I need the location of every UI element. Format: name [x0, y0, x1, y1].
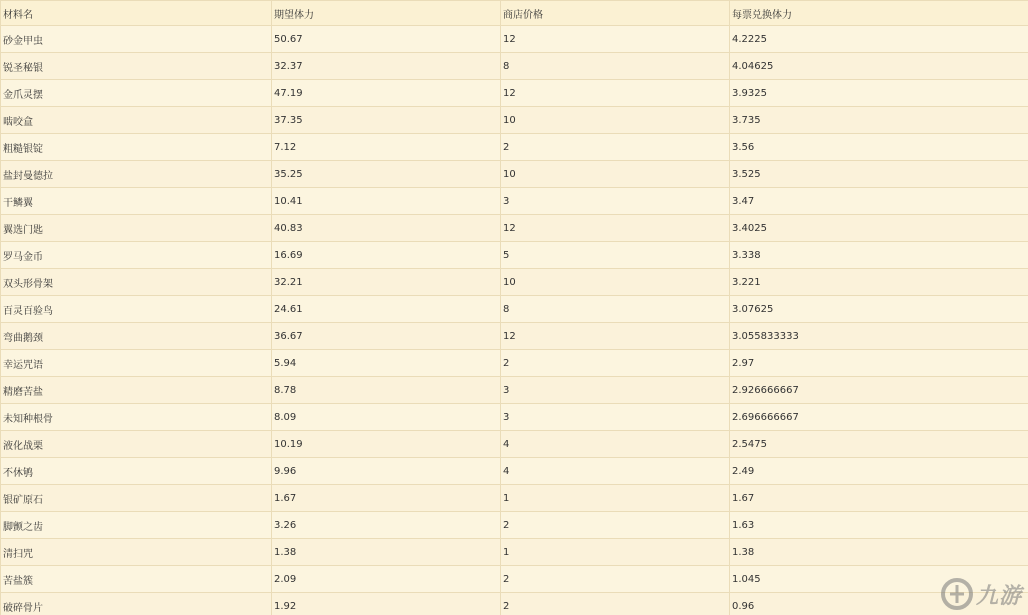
watermark-text: 九游 — [975, 583, 1022, 609]
header-shop-price: 商店价格 — [501, 1, 730, 26]
cell-stamina-per-ticket: 3.9325 — [730, 80, 1028, 107]
cell-material-name: 翼选门匙 — [1, 215, 272, 242]
cell-shop-price: 10 — [501, 107, 730, 134]
cell-material-name: 干鳞翼 — [1, 188, 272, 215]
table-row — [1, 296, 1028, 323]
cell-material-name: 破碎骨片 — [1, 593, 272, 615]
cell-expected-stamina: 32.37 — [272, 53, 501, 80]
table-row — [1, 377, 1028, 404]
cell-shop-price: 3 — [501, 404, 730, 431]
cell-shop-price: 8 — [501, 296, 730, 323]
cell-shop-price: 1 — [501, 485, 730, 512]
table-row — [1, 431, 1028, 458]
cell-stamina-per-ticket: 3.525 — [730, 161, 1028, 188]
cell-expected-stamina: 36.67 — [272, 323, 501, 350]
cell-shop-price: 10 — [501, 269, 730, 296]
cell-shop-price: 10 — [501, 161, 730, 188]
table-row — [1, 350, 1028, 377]
cell-material-name: 金爪灵摆 — [1, 80, 272, 107]
cell-stamina-per-ticket: 0.96 — [730, 593, 1028, 615]
cell-shop-price: 2 — [501, 566, 730, 593]
cell-stamina-per-ticket: 4.04625 — [730, 53, 1028, 80]
cell-shop-price: 2 — [501, 350, 730, 377]
cell-material-name: 不休鸲 — [1, 458, 272, 485]
table-row — [1, 404, 1028, 431]
cell-expected-stamina: 10.19 — [272, 431, 501, 458]
table-row — [1, 215, 1028, 242]
cell-stamina-per-ticket: 3.4025 — [730, 215, 1028, 242]
cell-material-name: 啮咬盒 — [1, 107, 272, 134]
cell-material-name: 清扫咒 — [1, 539, 272, 566]
table-row — [1, 161, 1028, 188]
cell-stamina-per-ticket: 1.67 — [730, 485, 1028, 512]
cell-shop-price: 12 — [501, 323, 730, 350]
cell-expected-stamina: 10.41 — [272, 188, 501, 215]
cell-expected-stamina: 1.92 — [272, 593, 501, 615]
table-row — [1, 512, 1028, 539]
cell-shop-price: 2 — [501, 134, 730, 161]
table-row — [1, 458, 1028, 485]
cell-shop-price: 5 — [501, 242, 730, 269]
table-header-row — [1, 1, 1028, 26]
cell-shop-price: 12 — [501, 26, 730, 53]
cell-expected-stamina: 8.09 — [272, 404, 501, 431]
cell-stamina-per-ticket: 1.045 — [730, 566, 1028, 593]
cell-expected-stamina: 40.83 — [272, 215, 501, 242]
cell-expected-stamina: 37.35 — [272, 107, 501, 134]
cell-stamina-per-ticket: 3.221 — [730, 269, 1028, 296]
cell-shop-price: 4 — [501, 458, 730, 485]
cell-stamina-per-ticket: 4.2225 — [730, 26, 1028, 53]
cell-stamina-per-ticket: 2.926666667 — [730, 377, 1028, 404]
table-body — [1, 26, 1028, 615]
cell-shop-price: 3 — [501, 188, 730, 215]
cell-shop-price: 2 — [501, 512, 730, 539]
cell-expected-stamina: 8.78 — [272, 377, 501, 404]
cell-stamina-per-ticket: 3.338 — [730, 242, 1028, 269]
cell-shop-price: 2 — [501, 593, 730, 615]
table-row — [1, 593, 1028, 615]
cell-material-name: 锐圣秘银 — [1, 53, 272, 80]
cell-stamina-per-ticket: 2.5475 — [730, 431, 1028, 458]
cell-material-name: 盐封曼德拉 — [1, 161, 272, 188]
cell-expected-stamina: 47.19 — [272, 80, 501, 107]
cell-stamina-per-ticket: 3.56 — [730, 134, 1028, 161]
cell-stamina-per-ticket: 2.97 — [730, 350, 1028, 377]
cell-material-name: 双头形骨架 — [1, 269, 272, 296]
cell-stamina-per-ticket: 3.07625 — [730, 296, 1028, 323]
header-expected-stamina: 期望体力 — [272, 1, 501, 26]
cell-material-name: 未知种根骨 — [1, 404, 272, 431]
cell-material-name: 弯曲鹅颈 — [1, 323, 272, 350]
cell-material-name: 脚颤之齿 — [1, 512, 272, 539]
cell-stamina-per-ticket: 2.696666667 — [730, 404, 1028, 431]
cell-stamina-per-ticket: 1.38 — [730, 539, 1028, 566]
cell-material-name: 粗糙银锭 — [1, 134, 272, 161]
cell-shop-price: 3 — [501, 377, 730, 404]
cell-stamina-per-ticket: 3.735 — [730, 107, 1028, 134]
table-row — [1, 188, 1028, 215]
cell-expected-stamina: 1.38 — [272, 539, 501, 566]
cell-expected-stamina: 35.25 — [272, 161, 501, 188]
cell-expected-stamina: 2.09 — [272, 566, 501, 593]
cell-stamina-per-ticket: 1.63 — [730, 512, 1028, 539]
table-row — [1, 539, 1028, 566]
cell-material-name: 罗马金币 — [1, 242, 272, 269]
cell-shop-price: 12 — [501, 215, 730, 242]
cell-material-name: 精磨苦盐 — [1, 377, 272, 404]
table-row — [1, 53, 1028, 80]
cell-shop-price: 8 — [501, 53, 730, 80]
cell-expected-stamina: 16.69 — [272, 242, 501, 269]
cell-stamina-per-ticket: 2.49 — [730, 458, 1028, 485]
cell-material-name: 苦盐簇 — [1, 566, 272, 593]
table-row — [1, 242, 1028, 269]
cell-expected-stamina: 5.94 — [272, 350, 501, 377]
cell-shop-price: 1 — [501, 539, 730, 566]
table-row — [1, 566, 1028, 593]
cell-expected-stamina: 32.21 — [272, 269, 501, 296]
table-row — [1, 26, 1028, 53]
cell-expected-stamina: 7.12 — [272, 134, 501, 161]
cell-shop-price: 12 — [501, 80, 730, 107]
table-row — [1, 107, 1028, 134]
cell-material-name: 幸运咒语 — [1, 350, 272, 377]
cell-material-name: 液化战栗 — [1, 431, 272, 458]
cell-shop-price: 4 — [501, 431, 730, 458]
header-material-name: 材料名 — [1, 1, 272, 26]
header-stamina-per-ticket: 每票兑换体力 — [730, 1, 1028, 26]
cell-expected-stamina: 1.67 — [272, 485, 501, 512]
table-row — [1, 485, 1028, 512]
table-row — [1, 269, 1028, 296]
cell-expected-stamina: 3.26 — [272, 512, 501, 539]
cell-stamina-per-ticket: 3.47 — [730, 188, 1028, 215]
cell-stamina-per-ticket: 3.055833333 — [730, 323, 1028, 350]
cell-expected-stamina: 9.96 — [272, 458, 501, 485]
cell-material-name: 砂金甲虫 — [1, 26, 272, 53]
cell-expected-stamina: 50.67 — [272, 26, 501, 53]
cell-material-name: 百灵百验鸟 — [1, 296, 272, 323]
cell-material-name: 银矿原石 — [1, 485, 272, 512]
table-row — [1, 80, 1028, 107]
cell-expected-stamina: 24.61 — [272, 296, 501, 323]
table-row — [1, 323, 1028, 350]
table-row — [1, 134, 1028, 161]
